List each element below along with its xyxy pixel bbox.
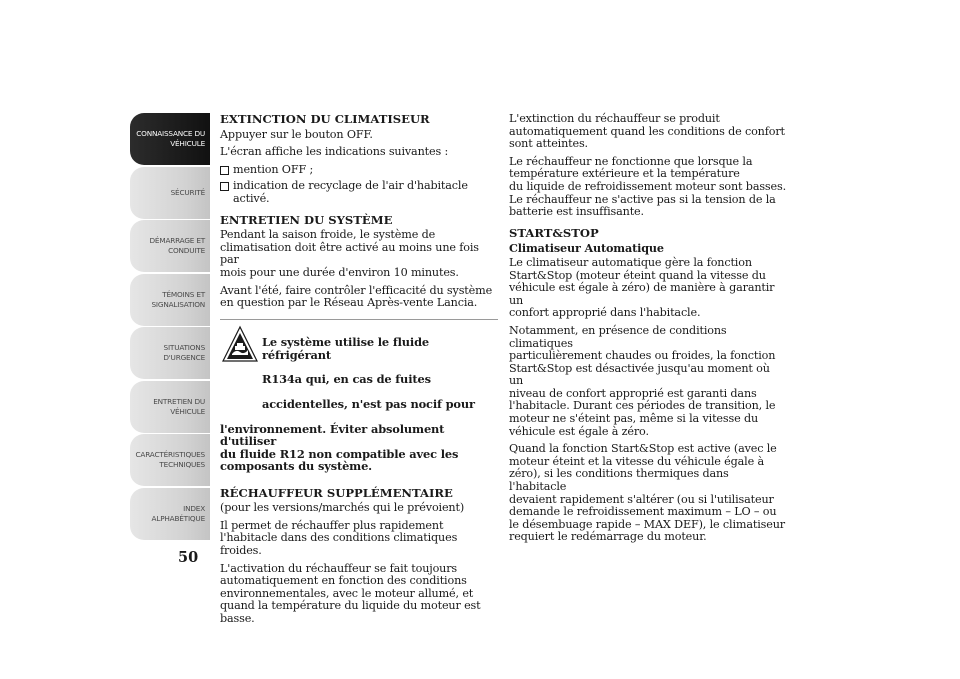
tab-securite[interactable] — [130, 167, 210, 219]
warning-text-line: Le système utilise le fluide réfrigérant — [262, 335, 429, 362]
paragraph: Il permet de réchauffer plus rapidement l'habitacle dans des conditions climatiques froides. — [220, 518, 458, 557]
section-subtitle: Climatiseur Automatique — [509, 241, 664, 256]
warning-text-line: accidentelles, n'est pas nocif pour — [262, 397, 475, 412]
section-subtitle: (pour les versions/marchés qui le prévoient) — [220, 501, 465, 515]
paragraph: L'écran affiche les indications suivantes : — [220, 145, 449, 159]
left-column — [220, 113, 498, 631]
warning-box — [220, 319, 498, 473]
tab-index-alphabetique[interactable] — [130, 488, 210, 540]
page-number: 50 — [178, 549, 199, 566]
paragraph: Quand la fonction Start&Stop est active (avec le moteur éteint et la vitesse du véhicule égale à zéro), si les conditions thermiques dans l'habitacle devaient rapidement s'altérer (ou si l'utilisateur demande le refroidissement maximum – LO – ou le désembuage rapide – MAX DEF), le climatiseur requiert le redémarrage du moteur. — [509, 442, 785, 544]
tab-situations-durgence[interactable] — [130, 327, 210, 379]
checkbox-bullet-icon — [220, 166, 229, 175]
tab-connaissance-du-vehicule[interactable] — [130, 113, 210, 165]
tab-entretien-du-vehicule[interactable] — [130, 381, 210, 433]
environment-warning-icon — [220, 325, 260, 363]
paragraph: Pendant la saison froide, le système de climatisation doit être activé au moins une fois par mois pour une durée d'environ 10 minutes. — [220, 228, 479, 279]
tab-caracteristiques-techniques[interactable] — [130, 434, 210, 486]
paragraph: Avant l'été, faire contrôler l'efficacité du système en question par le Réseau Après-vente Lancia. — [220, 283, 493, 310]
tab-demarrage-et-conduite[interactable] — [130, 220, 210, 272]
section-title-rechauffeur: RÉCHAUFFEUR SUPPLÉMENTAIRE — [220, 485, 453, 500]
paragraph: Le réchauffeur ne fonctionne que lorsque la température extérieure et la température du liquide de refroidissement moteur sont basses. Le réchauffeur ne s'active pas si la tension de la batterie est insuffisante. — [509, 154, 786, 219]
checkbox-bullet-icon — [220, 182, 229, 191]
chapter-index — [130, 113, 210, 541]
paragraph: Le climatiseur automatique gère la fonction Start&Stop (moteur éteint quand la vitesse du véhicule est égale à zéro) de manière à garantir un confort approprié dans l'habitacle. — [509, 255, 775, 320]
warning-text-line: R134a qui, en cas de fuites — [262, 372, 431, 387]
paragraph: L'activation du réchauffeur se fait toujours automatiquement en fonction des conditions environnementales, avec le moteur allumé, et quand la température du liquide du moteur est basse. — [220, 561, 481, 625]
tab-label: SITUATIONS D'URGENCE — [163, 343, 205, 362]
tab-label: CARACTÉRISTIQUES TECHNIQUES — [135, 450, 205, 469]
right-column — [509, 113, 787, 549]
list-item-text: mention OFF ; — [233, 162, 314, 176]
tab-label: DÉMARRAGE ET CONDUITE — [149, 236, 205, 255]
section-title-extinction: EXTINCTION DU CLIMATISEUR — [220, 112, 430, 126]
warning-text-rest: l'environnement. Éviter absolument d'utiliser du fluide R12 non compatible avec les composants du système. — [220, 421, 459, 474]
section-title-start-stop: START&STOP — [509, 225, 599, 240]
list-item — [220, 180, 498, 205]
tab-label: SÉCURITÉ — [170, 187, 205, 197]
list-item — [220, 164, 498, 177]
list-item-text: indication de recyclage de l'air d'habitacle activé. — [233, 179, 468, 205]
paragraph: L'extinction du réchauffeur se produit automatiquement quand les conditions de confort sont atteintes. — [509, 112, 785, 151]
tab-label: TÉMOINS ET SIGNALISATION — [151, 289, 205, 309]
tab-label: INDEX ALPHABÉTIQUE — [151, 503, 205, 523]
paragraph: Notamment, en présence de conditions climatiques particulièrement chaudes ou froides, la fonction Start&Stop est désactivée jusqu'au moment où un niveau de confort approprié est garanti dans l'habitacle. Durant ces périodes de transition, le moteur ne s'éteint pas, même si la vitesse du véhicule est égale à zéro. — [509, 323, 776, 438]
tab-label: ENTRETIEN DU VÉHICULE — [153, 396, 205, 416]
tab-temoins-et-signalisation[interactable] — [130, 274, 210, 326]
paragraph: Appuyer sur le bouton OFF. — [220, 127, 373, 141]
tab-label: CONNAISSANCE DU VÉHICULE — [136, 129, 205, 148]
section-title-entretien: ENTRETIEN DU SYSTÈME — [220, 212, 393, 227]
